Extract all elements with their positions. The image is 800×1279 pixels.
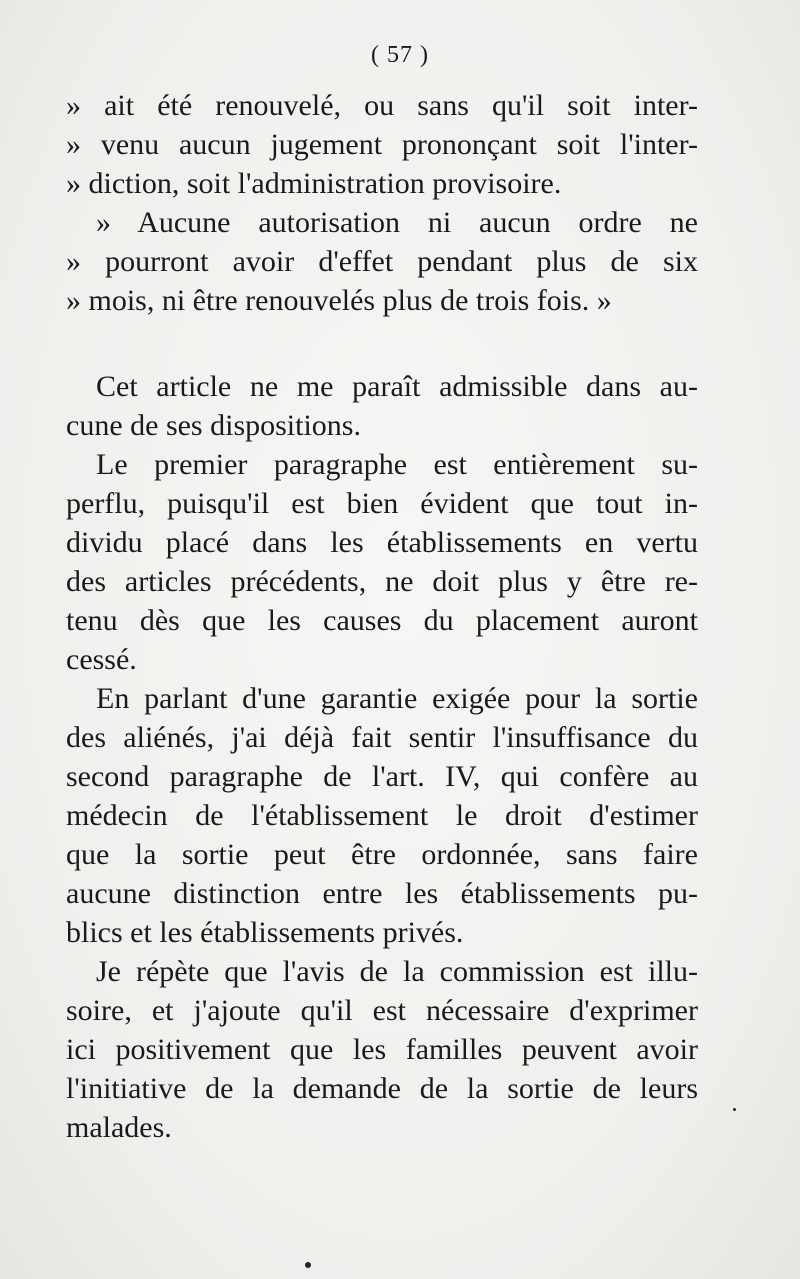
paragraph xyxy=(66,952,698,1147)
text-line: » pourront avoir d'effet pendant plus de six xyxy=(66,245,698,278)
text-line: » diction, soit l'administration provisoire. xyxy=(66,167,562,200)
text-line: blics et les établissements privés. xyxy=(66,916,464,949)
text-line: » Aucune autorisation ni aucun ordre ne xyxy=(96,206,698,239)
text-line: dividu placé dans les établissements en vertu xyxy=(66,526,698,559)
paragraph xyxy=(66,445,698,679)
text-line: médecin de l'établissement le droit d'estimer xyxy=(66,799,698,832)
text-line: des articles précédents, ne doit plus y être re- xyxy=(66,565,698,598)
text-line: malades. xyxy=(66,1111,172,1144)
text-line: cessé. xyxy=(66,643,137,676)
text-line: » ait été renouvelé, ou sans qu'il soit inter- xyxy=(66,89,698,122)
text-line: ici positivement que les familles peuvent avoir xyxy=(66,1033,698,1066)
text-line: tenu dès que les causes du placement auront xyxy=(66,604,698,637)
quoted-article-text xyxy=(66,86,698,320)
text-line: perflu, puisqu'il est bien évident que tout in- xyxy=(66,487,698,520)
text-line: Cet article ne me paraît admissible dans au- xyxy=(96,370,698,403)
text-line: » venu aucun jugement prononçant soit l'inter- xyxy=(66,128,698,161)
ink-speck xyxy=(305,1262,311,1268)
text-line: que la sortie peut être ordonnée, sans faire xyxy=(66,838,698,871)
paragraph xyxy=(66,679,698,952)
text-line: soire, et j'ajoute qu'il est nécessaire d'exprimer xyxy=(66,994,698,1027)
ink-speck xyxy=(733,1108,736,1111)
text-line: second paragraphe de l'art. IV, qui confère au xyxy=(66,760,698,793)
text-line: des aliénés, j'ai déjà fait sentir l'insuffisance du xyxy=(66,721,698,754)
text-line: Je répète que l'avis de la commission est illu- xyxy=(96,955,698,988)
text-line: cune de ses dispositions. xyxy=(66,409,361,442)
text-line: l'initiative de la demande de la sortie de leurs xyxy=(66,1072,698,1105)
page-number: ( 57 ) xyxy=(371,42,429,68)
text-line: En parlant d'une garantie exigée pour la sortie xyxy=(96,682,698,715)
text-line: » mois, ni être renouvelés plus de trois fois. » xyxy=(66,284,612,317)
text-line: Le premier paragraphe est entièrement su- xyxy=(96,448,698,481)
text-line: aucune distinction entre les établissements pu- xyxy=(66,877,698,910)
paragraph xyxy=(66,367,698,445)
